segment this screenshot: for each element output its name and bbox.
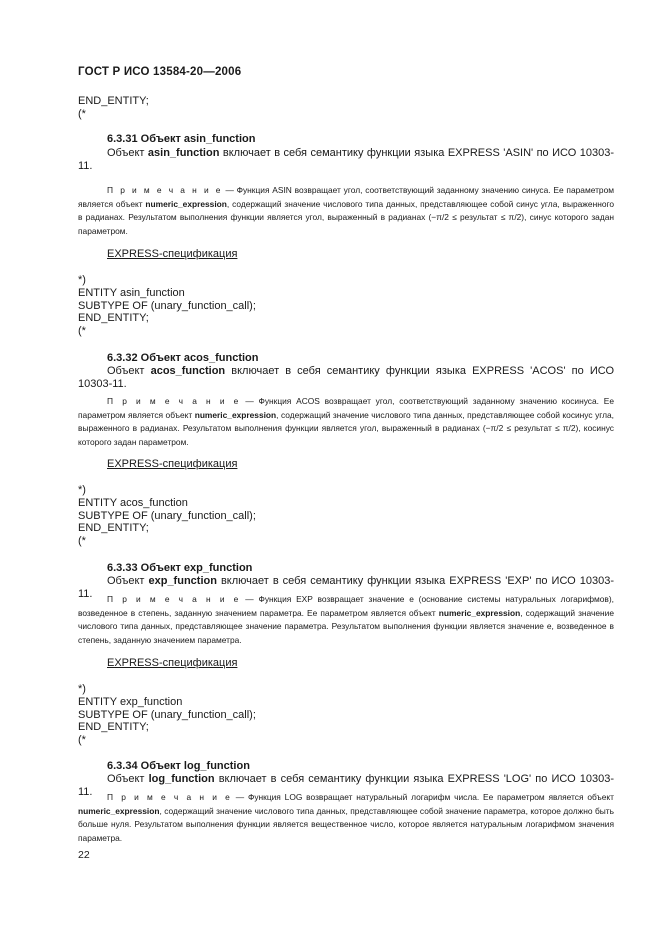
entity-name: asin_function — [147, 147, 220, 159]
note-exp: П р и м е ч а н и е — Функция EXP возвращает значение e (основание системы натуральных логарифмов), возведенное в степень, заданную значением параметра. Ее параметром является объект numeric_expression, содержащий значение числового типа данных, представляющее значение параметра. Результатом выполнения функции является значение e, возведенное в степень, заданную значением параметра. — [78, 594, 614, 645]
section-title-acos: 6.3.32 Объект acos_function — [107, 352, 259, 364]
entity-name: exp_function — [148, 575, 217, 587]
section-title-log: 6.3.34 Объект log_function — [107, 760, 250, 772]
code-block-exp: *) ENTITY exp_function SUBTYPE OF (unary_function_call); END_ENTITY; (* — [78, 683, 256, 747]
entity-name: log_function — [148, 773, 215, 785]
note-asin: П р и м е ч а н и е — Функция ASIN возвращает угол, соответствующий заданному значению синуса. Ее параметром является объект numeric_expression, содержащий значение числового типа данных, представляющее собой синус угла, выраженного в радианах. Результатом выполнения функции является угол, выраженный в радианах (−π/2 ≤ результат ≤ π/2), синус которого задан параметром. — [78, 185, 615, 236]
section-title-asin: 6.3.31 Объект asin_function — [107, 133, 256, 145]
page-number: 22 — [78, 849, 90, 861]
section-paragraph-log: Объект log_function включает в себя семантику функции языка EXPRESS 'LOG' по ИСО 10303-11. — [78, 773, 614, 799]
document-header: ГОСТ Р ИСО 13584-20—2006 — [78, 66, 242, 78]
entity-name: acos_function — [150, 365, 226, 377]
note-acos: П р и м е ч а н и е — Функция ACOS возвращает угол, соответствующий заданному значению косинуса. Ее параметром является объект numeric_expression, содержащий значение числового типа данных, представляющее собой косинус угла, выраженного в радианах. Результатом выполнения функции является угол, выраженный в радианах (−π/2 ≤ результат ≤ π/2), косинус которого задан параметром. — [78, 396, 614, 447]
code-block-asin: *) ENTITY asin_function SUBTYPE OF (unary_function_call); END_ENTITY; (* — [78, 274, 256, 338]
express-spec-heading-acos: EXPRESS-спецификация — [107, 458, 238, 470]
code-block-top: END_ENTITY; (* — [78, 95, 149, 120]
section-paragraph-acos: Объект acos_function включает в себя семантику функции языка EXPRESS 'ACOS' по ИСО 10303-11. — [78, 365, 615, 391]
note-log: П р и м е ч а н и е — Функция LOG возвращает натуральный логарифм числа. Ее параметром является объект numeric_expression, содержащий значение числового типа данных, представляющее собой значение параметра, которое должно быть больше нуля. Результатом выполнения функции является вещественное число, которое является натуральным логарифмом значения параметра. — [78, 792, 615, 843]
express-spec-heading-exp: EXPRESS-спецификация — [107, 657, 238, 669]
section-paragraph-exp: Объект exp_function включает в себя семантику функции языка EXPRESS 'EXP' по ИСО 10303-11. — [78, 575, 614, 601]
section-title-exp: 6.3.33 Объект exp_function — [107, 562, 253, 574]
express-spec-heading-asin: EXPRESS-спецификация — [107, 248, 238, 260]
code-block-acos: *) ENTITY acos_function SUBTYPE OF (unary_function_call); END_ENTITY; (* — [78, 484, 256, 548]
section-paragraph-asin: Объект asin_function включает в себя семантику функции языка EXPRESS 'ASIN' по ИСО 10303-11. — [78, 147, 614, 173]
